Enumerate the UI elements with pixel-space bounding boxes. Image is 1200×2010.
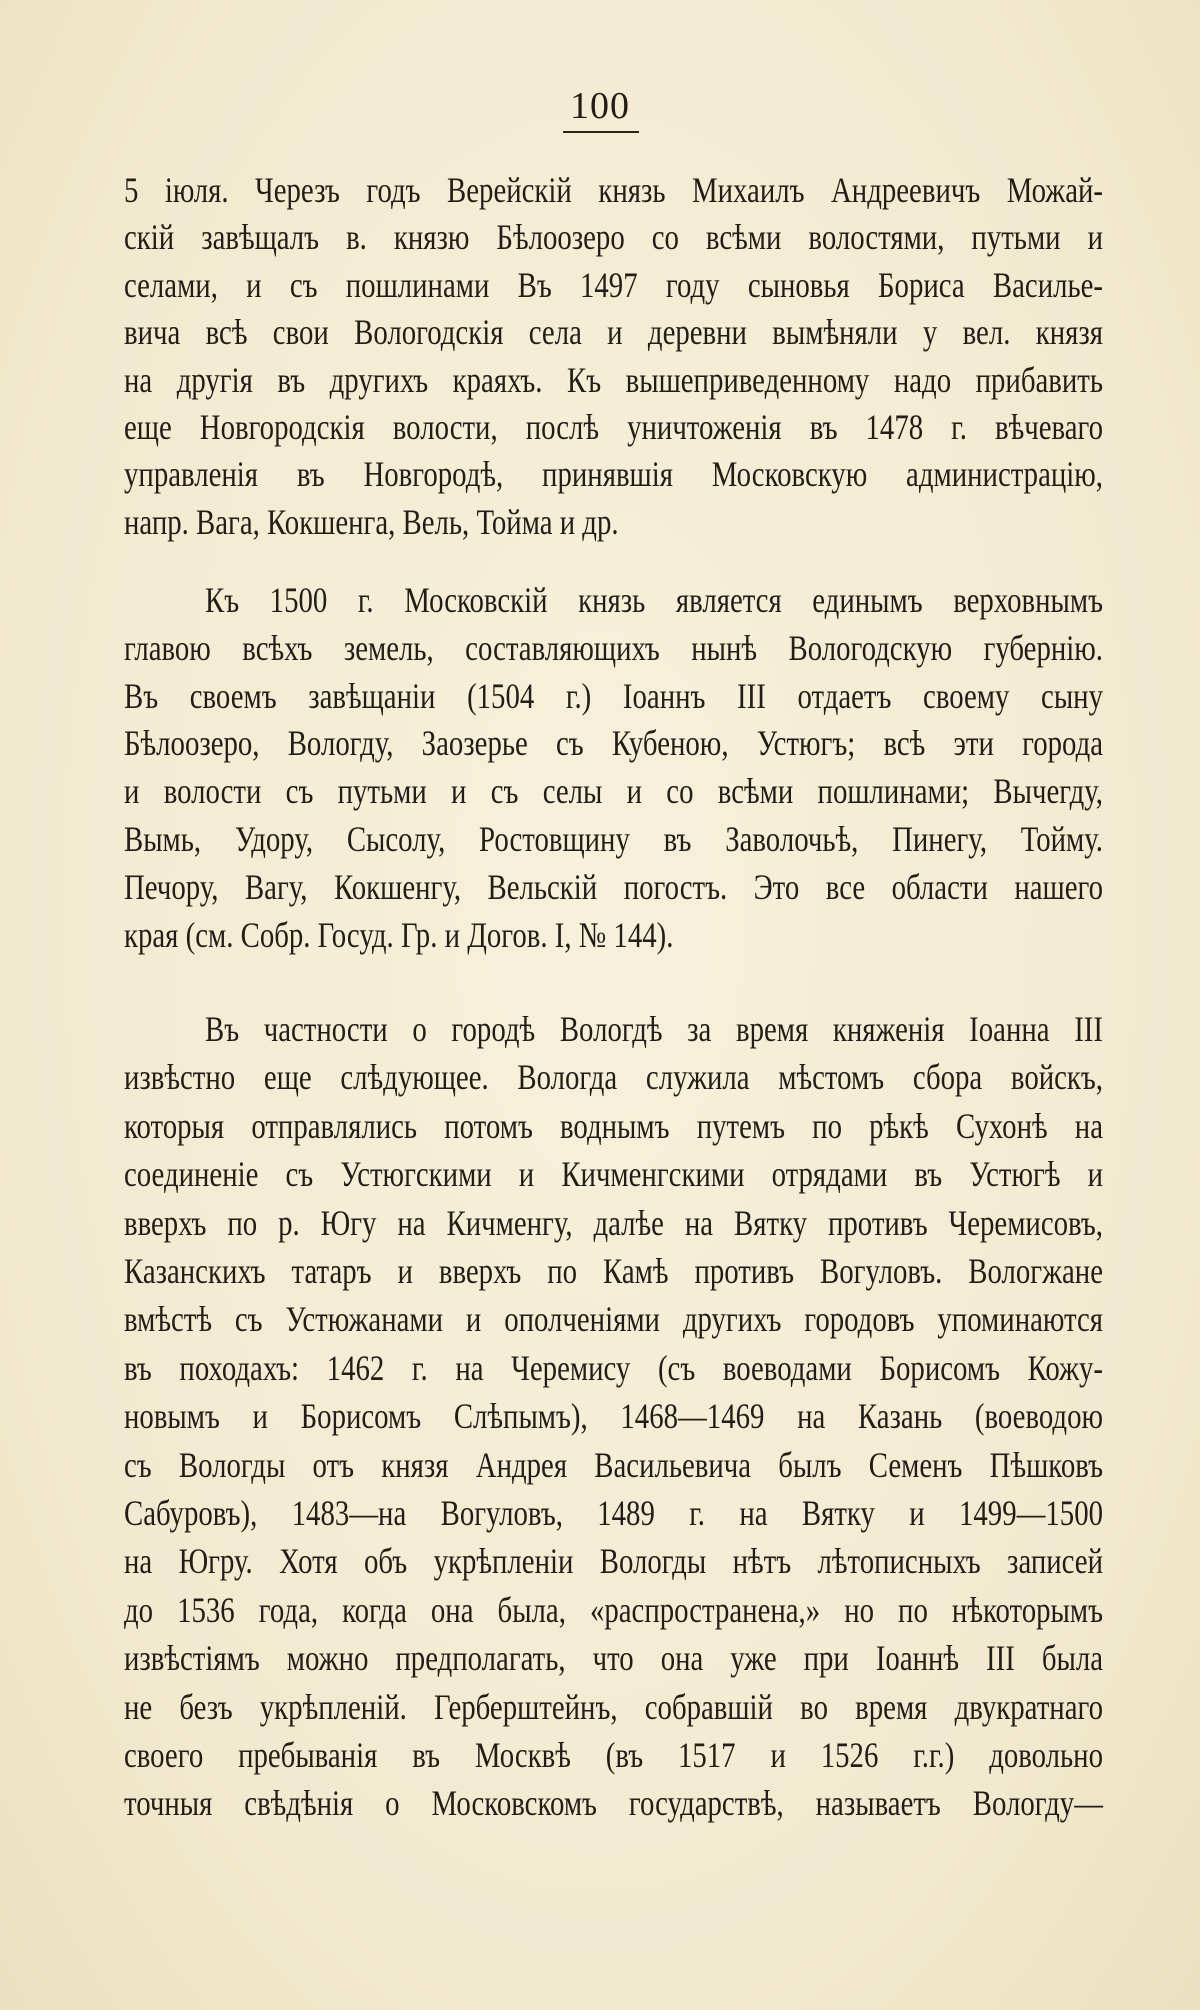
text-line: напр. Вага, Кокшенга, Вель, Тойма и др. <box>124 501 619 542</box>
text-line: и волости съ путьми и съ селы и со всѣми пошлинами; Вычегду, <box>124 771 1103 812</box>
text-line: точныя свѣдѣнія о Московскомъ государствѣ, называетъ Вологду— <box>124 1783 1103 1824</box>
text-line: вмѣстѣ съ Устюжанами и ополченіями другихъ городовъ упоминаются <box>124 1299 1103 1340</box>
text-line: которыя отправлялись потомъ воднымъ путемъ по рѣкѣ Сухонѣ на <box>124 1105 1103 1146</box>
text-line: Въ частности о городѣ Вологдѣ за время княженія Іоанна III <box>205 1009 1103 1049</box>
text-line: Казанскихъ татаръ и вверхъ по Камѣ противъ Вогуловъ. Вологжане <box>124 1251 1103 1291</box>
text-line: скій завѣщалъ в. князю Бѣлоозеро со всѣми волостями, путьми и <box>124 217 1103 258</box>
text-line: на другія въ другихъ краяхъ. Къ вышеприведенному надо прибавить <box>124 359 1103 400</box>
text-line: своего пребыванія въ Москвѣ (въ 1517 и 1526 г.г.) довольно <box>124 1735 1103 1775</box>
text-line: селами, и съ пошлинами Въ 1497 году сыновья Бориса Василье- <box>124 264 1103 305</box>
text-line: на Югру. Хотя объ укрѣпленіи Вологды нѣтъ лѣтописныхъ записей <box>124 1541 1103 1582</box>
text-line: главою всѣхъ земель, составляющихъ нынѣ Вологодскую губернію. <box>124 627 1103 668</box>
text-line: вича всѣ свои Вологодскія села и деревни вымѣняли у вел. князя <box>124 312 1103 353</box>
text-line: Печору, Вагу, Кокшенгу, Вельскій погостъ. Это все области нашего <box>124 866 1103 907</box>
text-line: до 1536 года, когда она была, «распространена,» но по нѣкоторымъ <box>124 1589 1103 1630</box>
text-line: не безъ укрѣпленій. Герберштейнъ, собравшій во время двукратнаго <box>124 1686 1103 1727</box>
text-line: Сабуровъ), 1483—на Вогуловъ, 1489 г. на Вятку и 1499—1500 <box>124 1493 1103 1533</box>
page-number: 100 <box>570 85 630 127</box>
text-line: вверхъ по р. Югу на Кичменгу, далѣе на Вятку противъ Черемисовъ, <box>124 1202 1103 1243</box>
text-line: съ Вологды отъ князя Андрея Васильевича былъ Семенъ Пѣшковъ <box>124 1444 1103 1485</box>
text-line: 5 іюля. Черезъ годъ Верейскій князь Михаилъ Андреевичъ Можай- <box>124 170 1103 210</box>
text-line: управленія въ Новгородѣ, принявшія Московскую администрацію, <box>124 454 1103 495</box>
text-line: Вымь, Удору, Сысолу, Ростовщину въ Заволочьѣ, Пинегу, Тойму. <box>124 819 1103 859</box>
text-line: соединеніе съ Устюгскими и Кичменгскими отрядами въ Устюгѣ и <box>124 1154 1103 1195</box>
text-line: новымъ и Борисомъ Слѣпымъ), 1468—1469 на Казань (воеводою <box>124 1396 1103 1437</box>
text-line: еще Новгородскія волости, послѣ уничтоженія въ 1478 г. вѣчеваго <box>124 407 1103 447</box>
text-line: Къ 1500 г. Московскій князь является единымъ верховнымъ <box>205 580 1103 620</box>
text-line: Бѣлоозеро, Вологду, Заозерье съ Кубеною, Устюгъ; всѣ эти города <box>124 723 1103 764</box>
text-line: извѣстіямъ можно предполагать, что она уже при Іоаннѣ III была <box>124 1638 1103 1679</box>
text-line: извѣстно еще слѣдующее. Вологда служила мѣстомъ сбора войскъ, <box>124 1057 1103 1098</box>
text-line: края (см. Собр. Госуд. Гр. и Догов. I, № 144). <box>124 914 674 955</box>
text-line: въ походахъ: 1462 г. на Черемису (съ воеводами Борисомъ Кожу- <box>124 1347 1103 1388</box>
page-number-rule <box>563 131 639 133</box>
text-line: Въ своемъ завѣщаніи (1504 г.) Іоаннъ III отдаетъ своему сыну <box>124 675 1103 716</box>
